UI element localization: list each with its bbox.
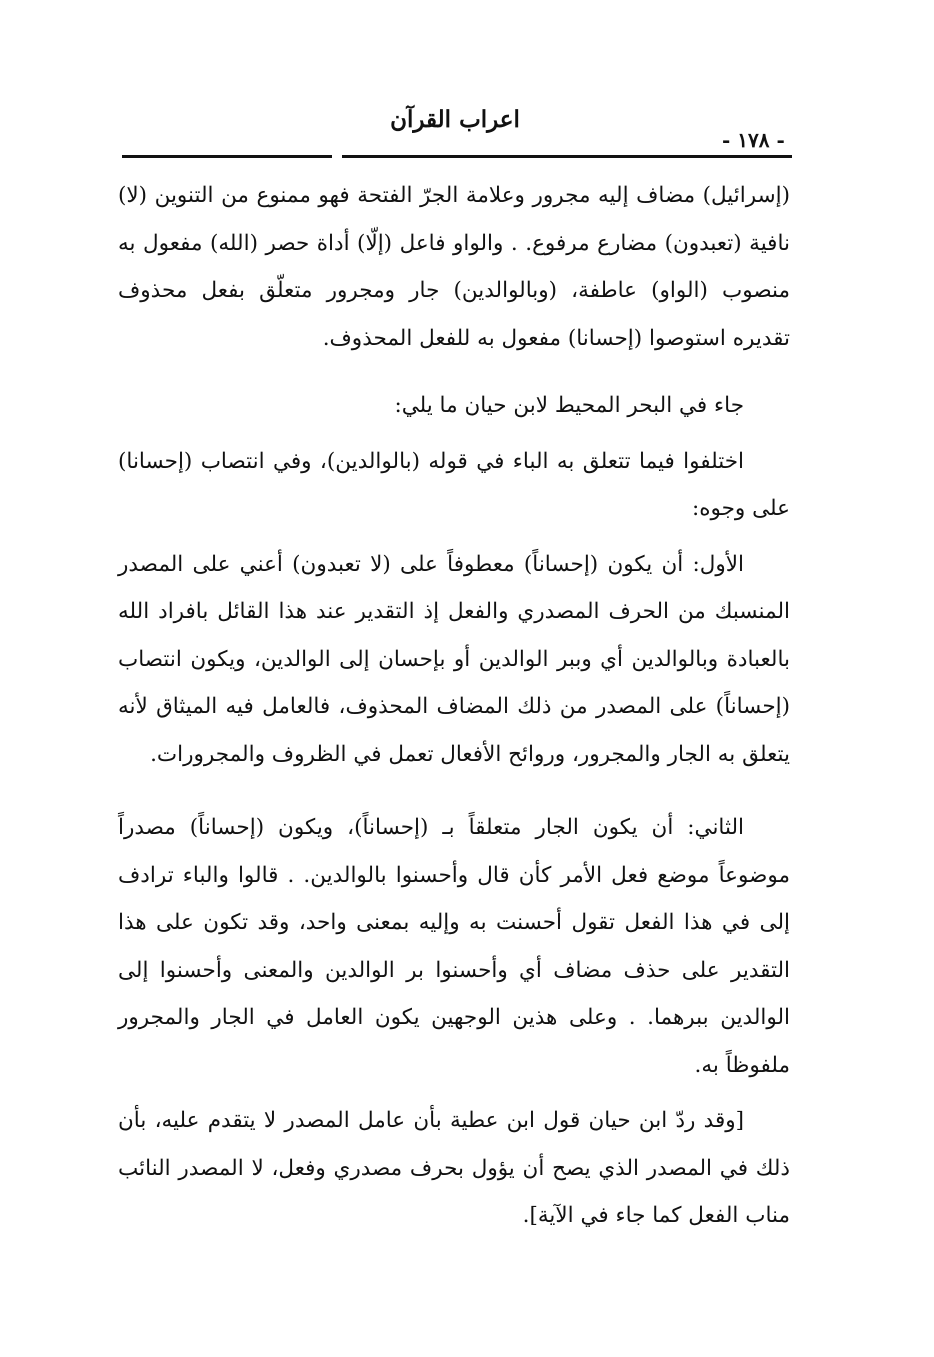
paragraph-bracket-note: [وقد ردّ ابن حيان قول ابن عطية بأن عامل المصدر لا يتقدم عليه، بأن ذلك في المصدر الذي يصح أن يؤول بحرف مصدري وفعل، لا المصدر النائب مناب الفعل كما جاء في الآية].: [118, 1108, 790, 1228]
header-rule: [122, 155, 792, 158]
running-title: اعراب القرآن: [390, 106, 520, 133]
paragraph-irab: (إسرائيل) مضاف إليه مجرور وعلامة الجرّ الفتحة فهو ممنوع من التنوين (لا) نافية (تعبدون) مضارع مرفوع. . والواو فاعل (إلّا) أداة حصر (الله) مفعول به منصوب (الواو) عاطفة، (وبالوالدين) جار ومجرور متعلّق بفعل محذوف تقديره استوصوا (إحسانا) مفعول به للفعل المحذوف.: [118, 183, 790, 351]
header-rule-break: [332, 150, 342, 162]
paragraph-bahr-intro: جاء في البحر المحيط لابن حيان ما يلي:: [394, 393, 744, 418]
paragraph-first-view: الأول: أن يكون (إحساناً) معطوفاً على (لا تعبدون) أعني على المصدر المنسبك من الحرف المصدري والفعل إذ التقدير عند هذا القائل بافراد الله بالعبادة وبالوالدين أي وببر الوالدين أو بإحسان إلى الوالدين، ويكون انتصاب (إحساناً) على المصدر من ذلك المضاف المحذوف، فالعامل فيه الميثاق لأنه يتعلق به الجار والمجرور، وروائح الأفعال تعمل في الظروف والمجرورات.: [118, 551, 790, 767]
paragraph-second-view: الثاني: أن يكون الجار متعلقاً بـ (إحساناً)، ويكون (إحساناً) مصدراً موضوعاً موضع فعل الأمر كأن قال وأحسنوا بالوالدين. . قالوا والباء ترادف إلى في هذا الفعل تقول أحسنت به وإليه بمعنى واحد، وقد تكون على هذا التقدير على حذف مضاف أي وأحسنوا بر الوالدين والمعنى وأحسنوا إلى الوالدين ببرهما. . وعلى هذين الوجهين يكون العامل في الجار والمجرور ملفوظاً به.: [118, 815, 790, 1078]
paragraph-ikhtilaf: اختلفوا فيما تتعلق به الباء في قوله (بالوالدين)، وفي انتصاب (إحسانا) على وجوه:: [118, 448, 790, 521]
body-text: [118, 172, 790, 1240]
page-number: - ١٧٨ -: [722, 128, 785, 152]
